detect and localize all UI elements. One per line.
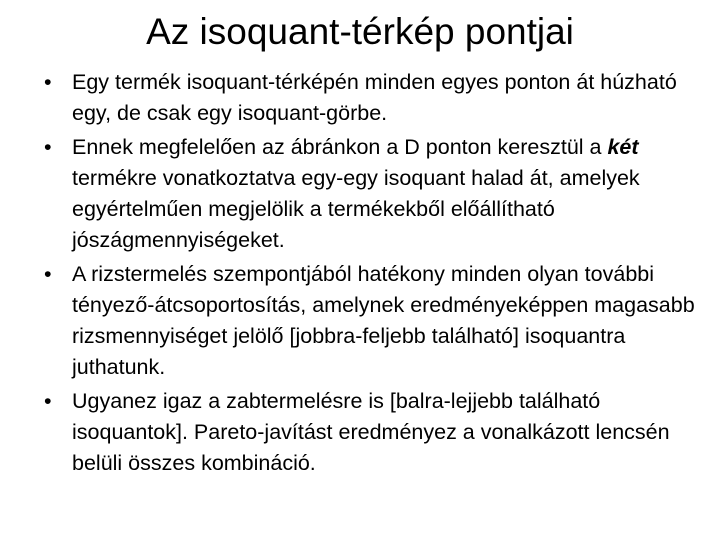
bullet-item-3 <box>44 259 704 383</box>
bullet-marker: • <box>44 262 52 286</box>
bullet-emphasis: két <box>607 135 639 159</box>
bullet-text: Ugyanez igaz a zabtermelésre is [balra-lejjebb található isoquantok]. Pareto-javítást eredményez a vonalkázott lencsén belüli összes kombináció. <box>72 389 670 475</box>
bullet-marker: • <box>44 135 52 159</box>
slide-title: Az isoquant-térkép pontjai <box>146 11 574 52</box>
bullet-marker: • <box>44 70 52 94</box>
bullet-text-before: Ennek megfelelően az ábránkon a D ponton keresztül a <box>72 135 608 159</box>
bullet-item-1 <box>44 67 704 129</box>
bullet-text: A rizstermelés szempontjából hatékony minden olyan további tényező-átcsoportosítás, amelynek eredményeképpen magasabb rizsmennyiséget jelölő [jobbra-feljebb található] isoquantra juthatunk. <box>72 262 695 379</box>
bullet-list <box>44 67 704 482</box>
bullet-item-4 <box>44 386 704 479</box>
bullet-marker: • <box>44 389 52 413</box>
bullet-text: Egy termék isoquant-térképén minden egyes ponton át húzható egy, de csak egy isoquant-görbe. <box>72 70 677 125</box>
bullet-text-after: termékre vonatkoztatva egy-egy isoquant halad át, amelyek egyértelműen megjelölik a termékekből előállítható jószágmennyiségeket. <box>72 166 640 252</box>
bullet-item-2 <box>44 132 704 256</box>
